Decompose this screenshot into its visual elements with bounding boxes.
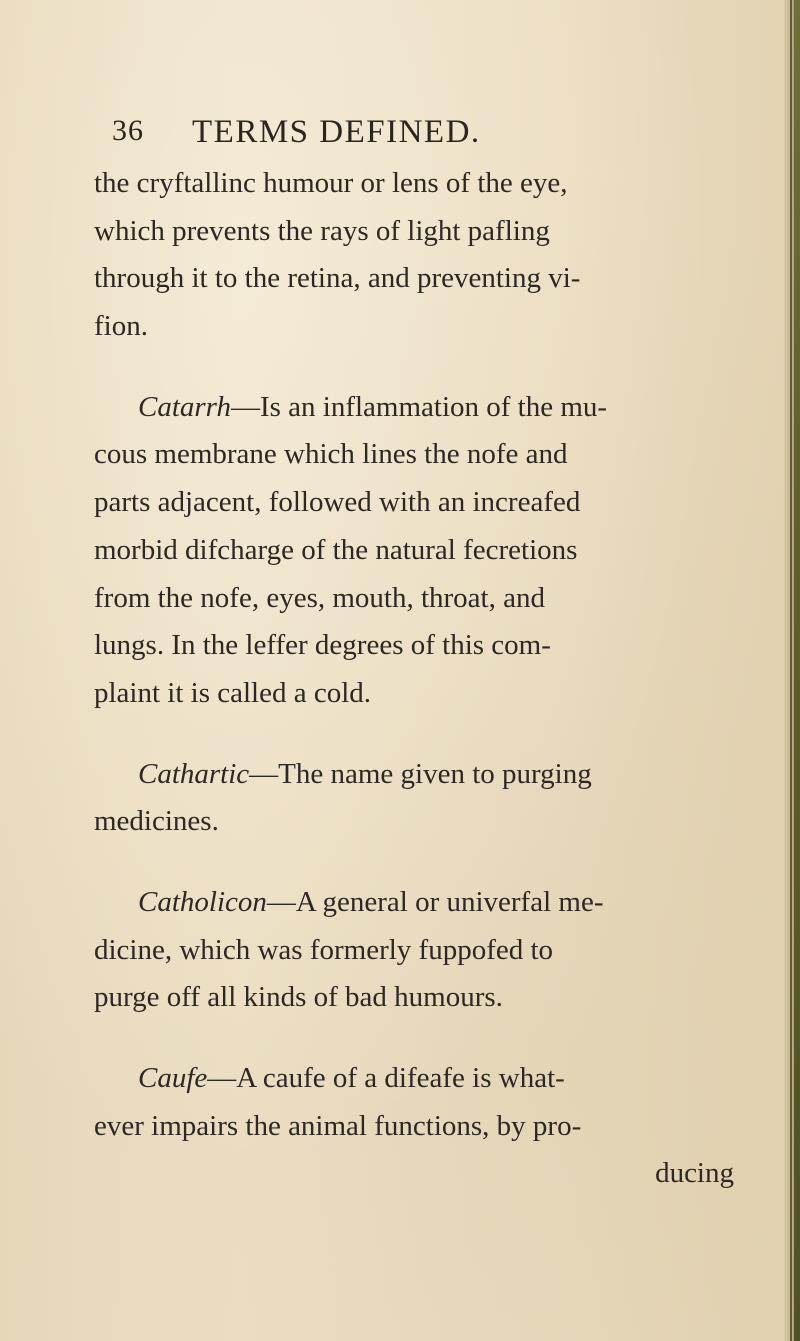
page-header [112, 114, 672, 164]
continuation-paragraph [94, 160, 774, 351]
paragraph-gap [94, 1022, 774, 1055]
page-number: 36 [112, 114, 144, 147]
entry-definition-start: —A general or univerfal me- [266, 885, 604, 918]
entry-term: Catarrh [138, 390, 231, 423]
entry-caufe [94, 1055, 774, 1150]
entry-definition-start: —The name given to purging [249, 757, 592, 790]
text-line: ever impairs the animal functions, by pro- [94, 1109, 582, 1142]
text-line: purge off all kinds of bad humours. [94, 981, 503, 1014]
entry-term: Cathartic [138, 757, 250, 790]
binding-edge [794, 0, 800, 1341]
text-line: parts adjacent, followed with an increafed [94, 486, 581, 519]
entry-definition-start: —Is an inflammation of the mu- [230, 390, 608, 423]
entry-first-line [94, 384, 774, 432]
text-line: fion. [94, 310, 148, 343]
entry-first-line [94, 751, 774, 799]
entry-first-line [94, 879, 774, 927]
text-line: lungs. In the leffer degrees of this com- [94, 629, 551, 662]
text-line: cous membrane which lines the nofe and [94, 438, 568, 471]
text-line: medicines. [94, 805, 219, 838]
entry-catarrh [94, 384, 774, 718]
text-line: through it to the retina, and preventing vi- [94, 262, 581, 295]
text-line: which prevents the rays of light pafling [94, 214, 550, 247]
text-line: the cryftallinc humour or lens of the eye, [94, 167, 568, 199]
paragraph-gap [94, 846, 774, 879]
text-line: morbid difcharge of the natural fecretions [94, 533, 578, 566]
text-line: from the nofe, eyes, mouth, throat, and [94, 581, 545, 614]
text-line: dicine, which was formerly fuppofed to [94, 933, 554, 966]
paragraph-gap [94, 351, 774, 384]
entry-catholicon [94, 879, 774, 1022]
entry-term: Catholicon [138, 885, 267, 918]
entry-term: Caufe [138, 1062, 208, 1094]
entry-first-line [94, 1055, 774, 1103]
page-edge-line [790, 0, 792, 1341]
entry-definition-start: —A caufe of a difeafe is what- [207, 1062, 565, 1094]
page-body [94, 160, 774, 1198]
entry-cathartic [94, 751, 774, 846]
paragraph-gap [94, 718, 774, 751]
running-head: TERMS DEFINED. [192, 114, 481, 150]
catchword: ducing [655, 1157, 734, 1190]
text-line: plaint it is called a cold. [94, 676, 372, 709]
